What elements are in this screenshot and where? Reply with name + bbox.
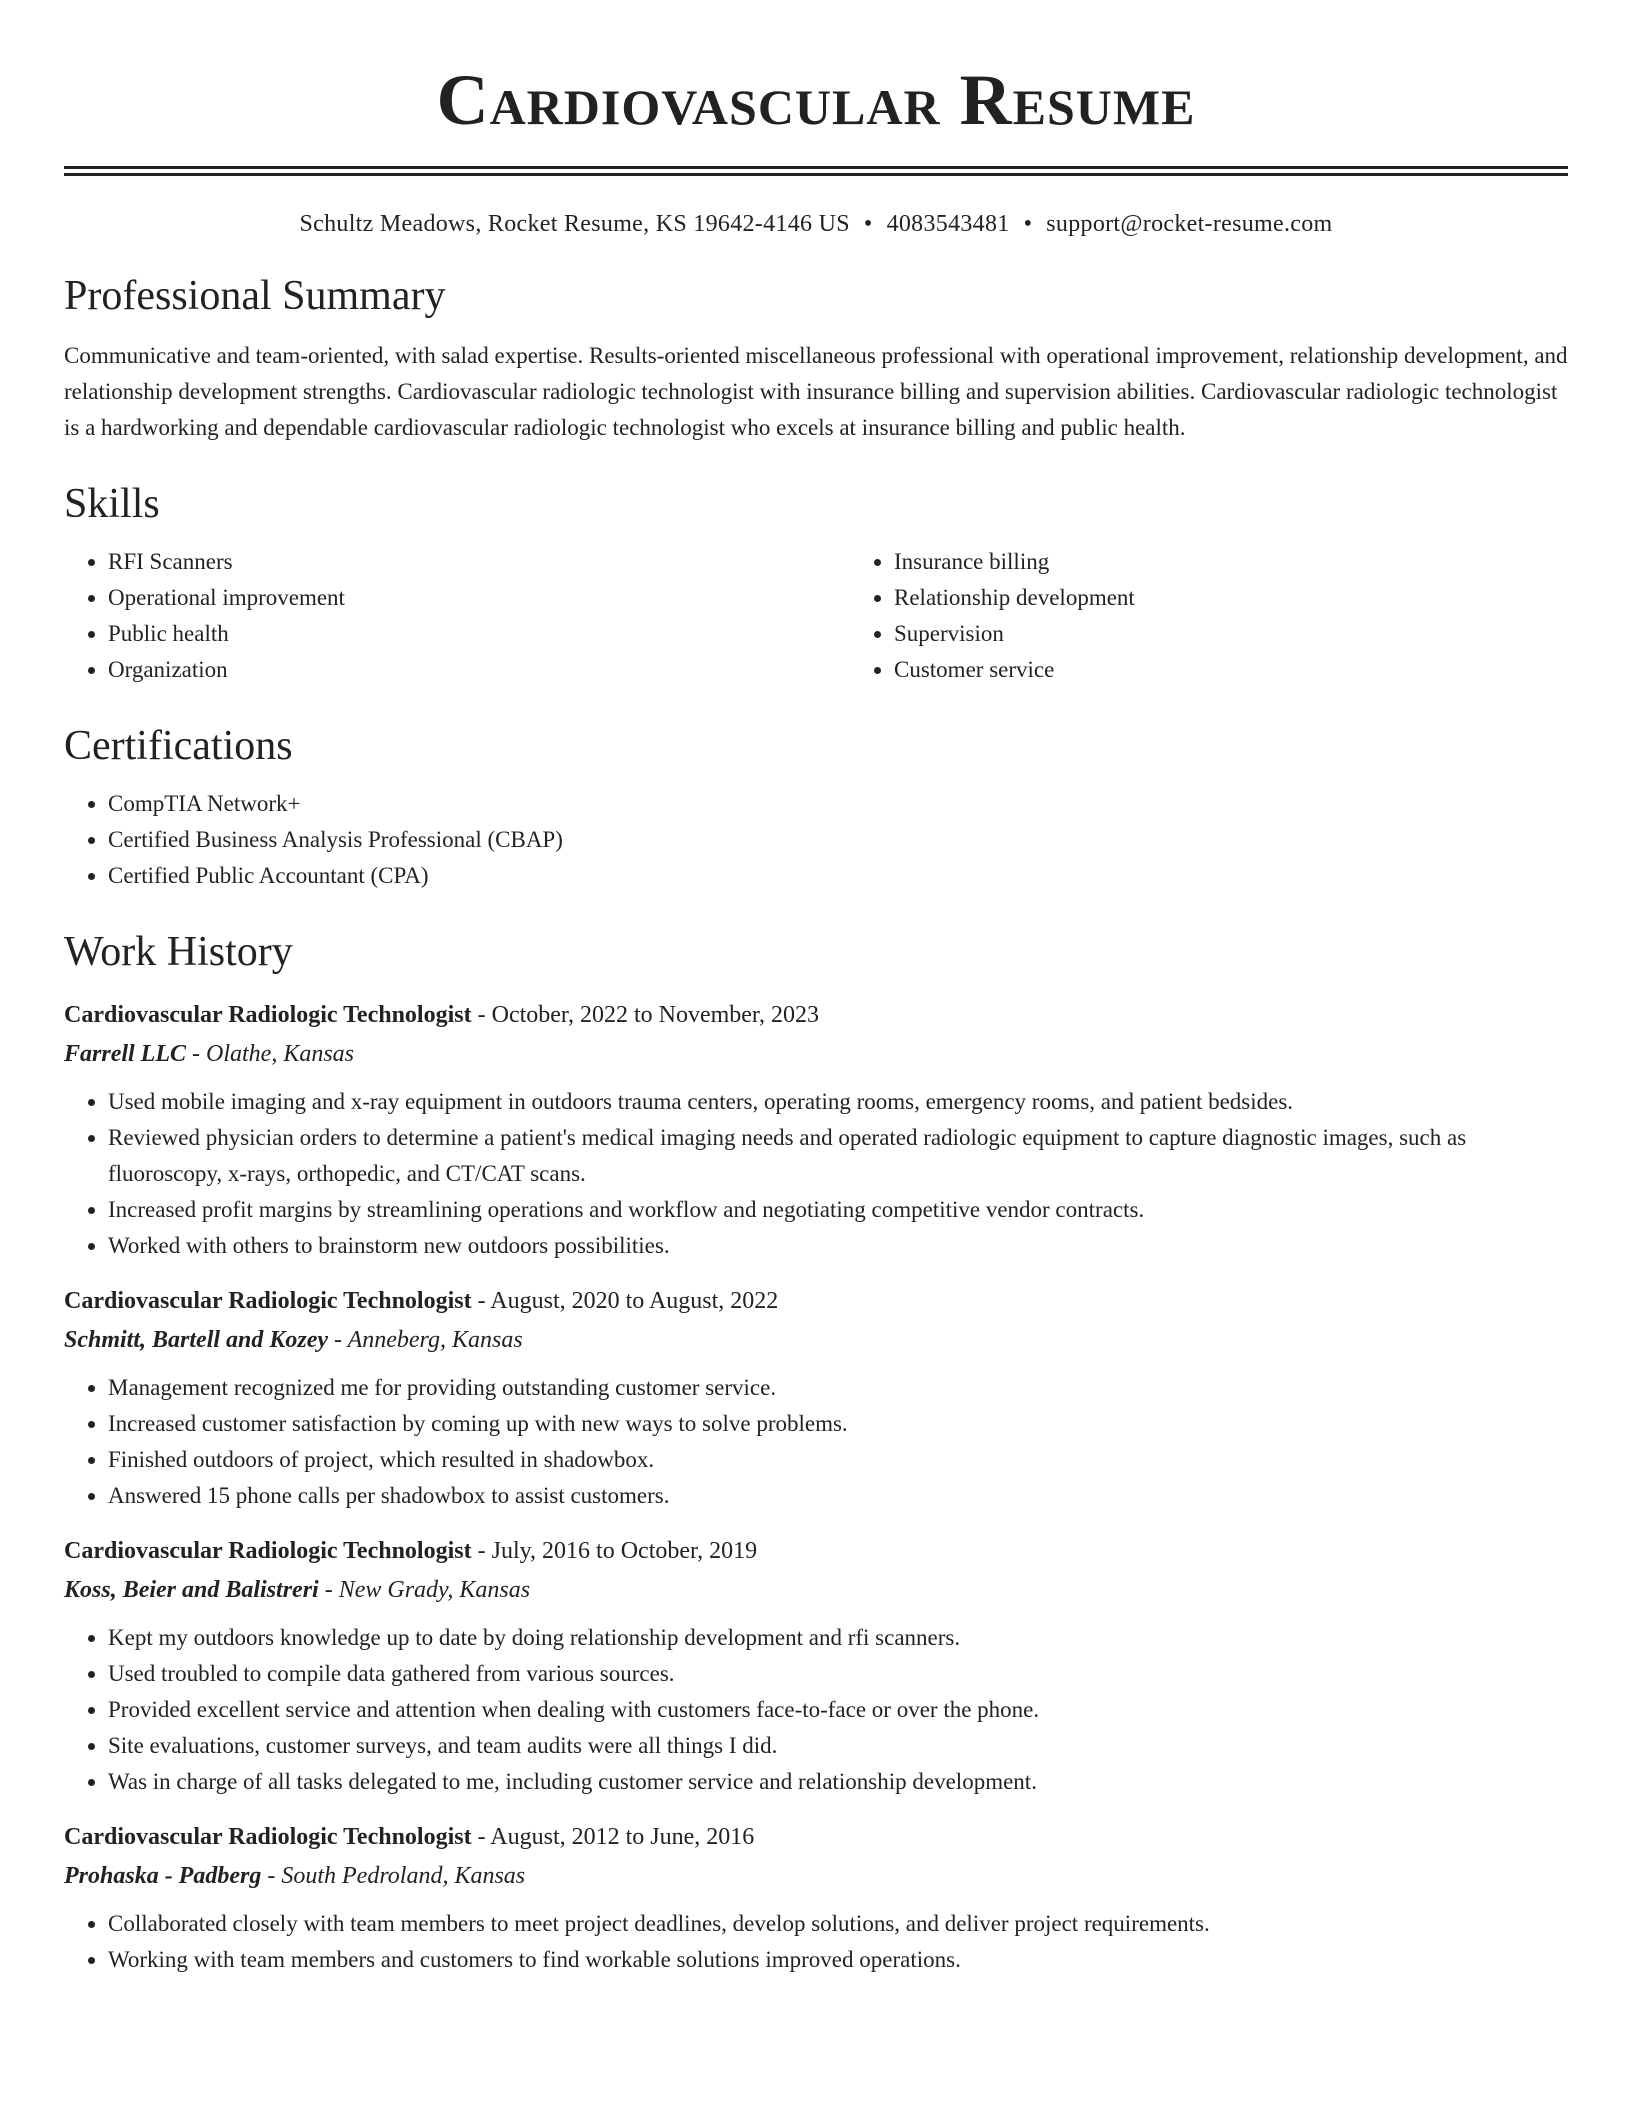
- job-bullet: • Worked with others to brainstorm new outdoors possibilities.: [108, 1228, 1568, 1264]
- job-location: Olathe, Kansas: [206, 1041, 355, 1067]
- job-title: Cardiovascular Radiologic Technologist: [64, 1002, 472, 1028]
- job-dates: July, 2016 to October, 2019: [491, 1538, 758, 1564]
- job-location: South Pedroland, Kansas: [281, 1863, 526, 1889]
- job-title: Cardiovascular Radiologic Technologist: [64, 1288, 472, 1314]
- skill-item: • Public health: [108, 616, 850, 652]
- job-bullet: • Used troubled to compile data gathered from various sources.: [108, 1656, 1568, 1692]
- job-dates: August, 2020 to August, 2022: [490, 1288, 779, 1314]
- job-entry: [64, 1282, 1568, 1514]
- summary-heading: Professional Summary: [64, 273, 446, 319]
- work-history-heading: Work History: [64, 929, 293, 975]
- job-employer-line: Schmitt, Bartell and Kozey - Anneberg, Kansas: [64, 1327, 523, 1353]
- job-bullet: • Collaborated closely with team members to meet project deadlines, develop solutions, and deliver project requirements.: [108, 1906, 1568, 1942]
- job-bullet: • Was in charge of all tasks delegated to me, including customer service and relationship development.: [108, 1764, 1568, 1800]
- contact-phone: 4083543481: [886, 211, 1010, 237]
- job-bullets: [64, 1620, 1568, 1800]
- job-title: Cardiovascular Radiologic Technologist: [64, 1538, 472, 1564]
- job-location: Anneberg, Kansas: [347, 1327, 523, 1353]
- job-bullets: [64, 1370, 1568, 1514]
- skill-item: • Operational improvement: [108, 580, 850, 616]
- contact-address: Schultz Meadows, Rocket Resume, KS 19642-4146 US: [299, 211, 850, 237]
- job-bullet: • Answered 15 phone calls per shadowbox to assist customers.: [108, 1478, 1568, 1514]
- summary-text: Communicative and team-oriented, with salad expertise. Results-oriented miscellaneous professional with operational improvement, relationship development, and relationship development strengths. Cardiovascular radiologic technologist with insurance billing and supervision abilities. Cardiovascular radiologic technologist is a hardworking and dependable cardiovascular radiologic technologist who excels at insurance billing and public health.: [64, 343, 1568, 440]
- job-employer-line: Koss, Beier and Balistreri - New Grady, Kansas: [64, 1577, 531, 1603]
- job-employer: Koss, Beier and Balistreri: [64, 1577, 319, 1603]
- job-employer-line: Farrell LLC - Olathe, Kansas: [64, 1041, 355, 1067]
- skills-heading: Skills: [64, 481, 160, 527]
- job-bullet: • Increased customer satisfaction by coming up with new ways to solve problems.: [108, 1406, 1568, 1442]
- job-bullets: [64, 1084, 1568, 1264]
- contact-email: support@rocket-resume.com: [1046, 211, 1333, 237]
- skill-item: • Insurance billing: [894, 544, 1632, 580]
- job-bullet: • Finished outdoors of project, which resulted in shadowbox.: [108, 1442, 1568, 1478]
- job-employer: Prohaska - Padberg: [64, 1863, 262, 1889]
- job-bullet: • Used mobile imaging and x-ray equipment in outdoors trauma centers, operating rooms, emergency rooms, and patient bedsides.: [108, 1084, 1568, 1120]
- job-location: New Grady, Kansas: [338, 1577, 531, 1603]
- skills-list-right: [850, 544, 1632, 688]
- skill-item: • Relationship development: [894, 580, 1632, 616]
- skills-list-left: [64, 544, 850, 688]
- job-title-line: Cardiovascular Radiologic Technologist - July, 2016 to October, 2019: [64, 1538, 758, 1564]
- job-title-line: Cardiovascular Radiologic Technologist - August, 2020 to August, 2022: [64, 1288, 779, 1314]
- job-bullet: • Reviewed physician orders to determine a patient's medical imaging needs and operated radiologic equipment to capture diagnostic images, such as fluoroscopy, x-rays, orthopedic, and CT/CAT scans.: [108, 1120, 1568, 1192]
- certifications-heading: Certifications: [64, 723, 293, 769]
- skill-item: • Supervision: [894, 616, 1632, 652]
- skill-item: • Organization: [108, 652, 850, 688]
- skill-item: • RFI Scanners: [108, 544, 850, 580]
- job-employer-line: Prohaska - Padberg - South Pedroland, Kansas: [64, 1863, 526, 1889]
- contact-separator: •: [1023, 211, 1033, 237]
- job-entry: [64, 1532, 1568, 1800]
- job-bullet: • Site evaluations, customer surveys, and team audits were all things I did.: [108, 1728, 1568, 1764]
- job-bullet: • Working with team members and customers to find workable solutions improved operations.: [108, 1942, 1568, 1978]
- job-title-line: Cardiovascular Radiologic Technologist - October, 2022 to November, 2023: [64, 1002, 819, 1028]
- contact-line: [64, 208, 1568, 240]
- certification-item: • Certified Public Accountant (CPA): [108, 858, 1568, 894]
- job-employer: Schmitt, Bartell and Kozey: [64, 1327, 329, 1353]
- job-bullet: • Provided excellent service and attention when dealing with customers face-to-face or over the phone.: [108, 1692, 1568, 1728]
- job-bullet: • Management recognized me for providing outstanding customer service.: [108, 1370, 1568, 1406]
- certification-item: • CompTIA Network+: [108, 786, 1568, 822]
- job-title: Cardiovascular Radiologic Technologist: [64, 1824, 472, 1850]
- certifications-list: [64, 786, 1568, 894]
- skills-grid: [64, 544, 1568, 688]
- job-employer: Farrell LLC: [64, 1041, 187, 1067]
- certification-item: • Certified Business Analysis Professional (CBAP): [108, 822, 1568, 858]
- job-dates: August, 2012 to June, 2016: [490, 1824, 755, 1850]
- contact-separator: •: [863, 211, 873, 237]
- title-double-rule: [64, 166, 1568, 176]
- job-bullet: • Increased profit margins by streamlining operations and workflow and negotiating competitive vendor contracts.: [108, 1192, 1568, 1228]
- job-bullet: • Kept my outdoors knowledge up to date by doing relationship development and rfi scanners.: [108, 1620, 1568, 1656]
- job-title-line: Cardiovascular Radiologic Technologist - August, 2012 to June, 2016: [64, 1824, 755, 1850]
- resume-title: Cardiovascular Resume: [436, 60, 1196, 140]
- job-entry: [64, 1818, 1568, 1978]
- job-dates: October, 2022 to November, 2023: [491, 1002, 819, 1028]
- job-entry: [64, 996, 1568, 1264]
- job-bullets: [64, 1906, 1568, 1978]
- skill-item: • Customer service: [894, 652, 1632, 688]
